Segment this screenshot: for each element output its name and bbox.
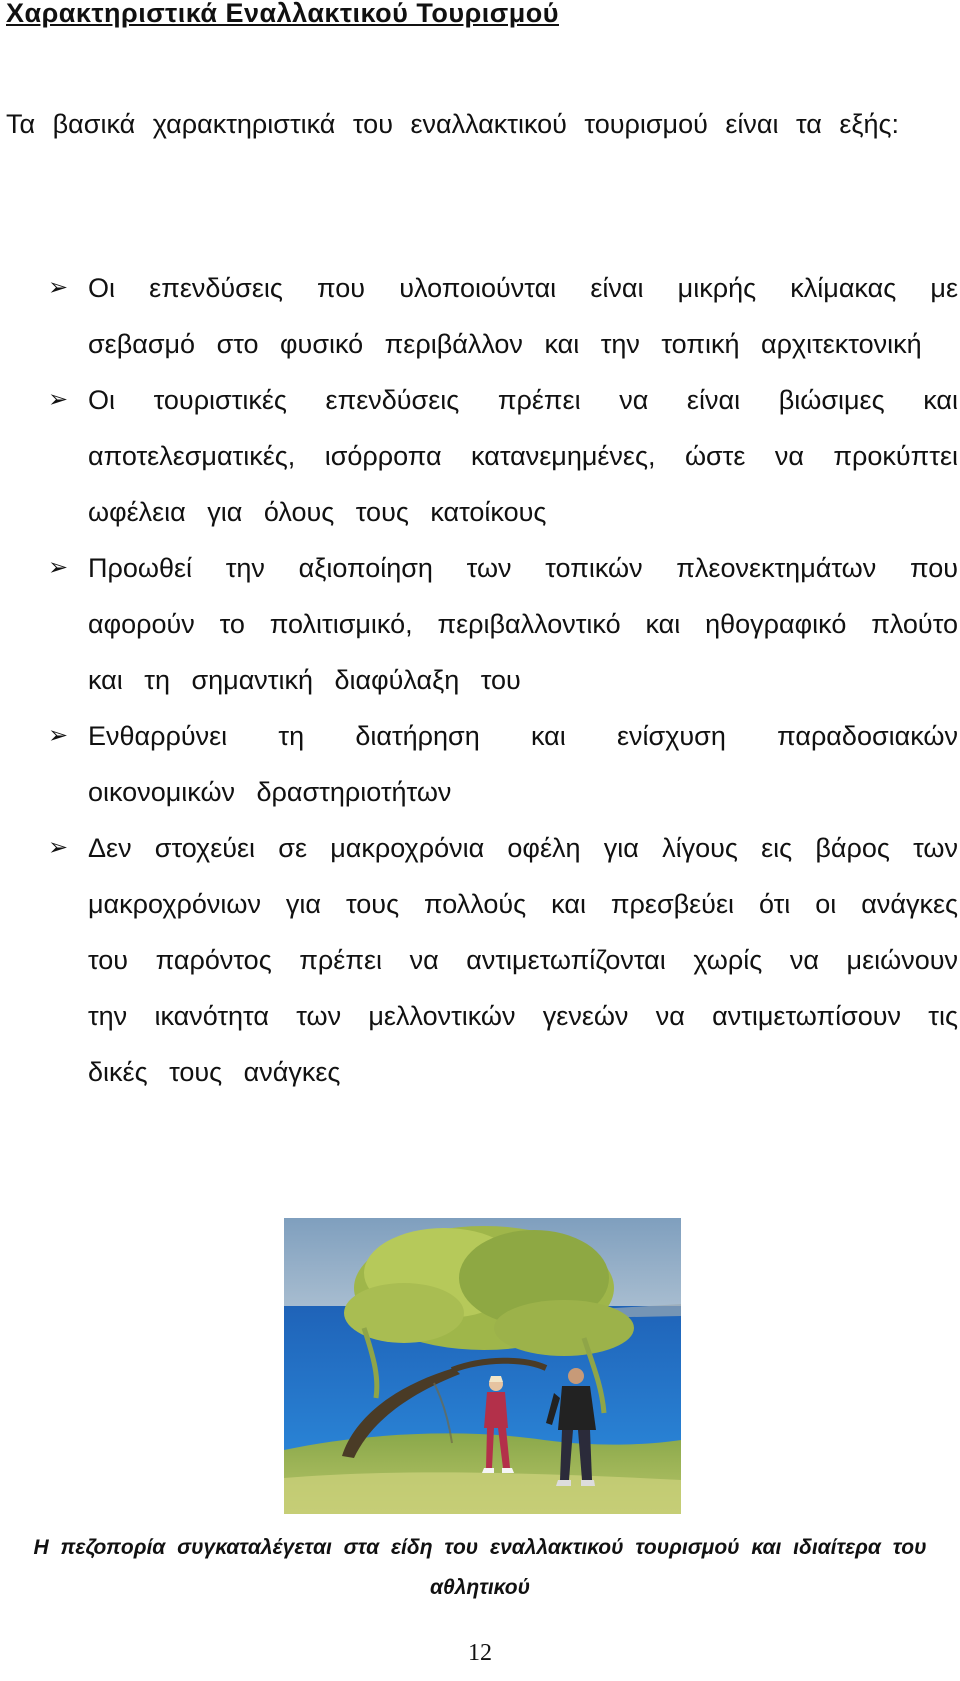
arrow-bullet-icon: ➢ [48, 554, 69, 581]
arrow-bullet-icon: ➢ [48, 834, 69, 861]
list-item [48, 540, 958, 708]
list-item-text: Δεν στοχεύει σε μακροχρόνια οφέλη για λίγους εις βάρος των μακροχρόνιων για τους πολλούς και πρεσβεύει ότι οι ανάγκες του παρόντος πρέπει να αντιμετωπίζονται χωρίς να μειώνουν την ικανότητα των μελλοντικών γενεών να αντιμετωπίσουν τις δικές τους ανάγκες [88, 833, 958, 1087]
hiking-photo [284, 1218, 681, 1514]
bullet-list [48, 260, 958, 1100]
list-item-text: Προωθεί την αξιοποίηση των τοπικών πλεονεκτημάτων που αφορούν το πολιτισμικό, περιβαλλοντικό και ηθογραφικό πλούτο και τη σημαντική διαφύλαξη του [88, 553, 958, 695]
list-item-text: Οι τουριστικές επενδύσεις πρέπει να είναι βιώσιμες και αποτελεσματικές, ισόρροπα κατανεμημένες, ώστε να προκύπτει ωφέλεια για όλους τους κατοίκους [88, 385, 958, 527]
page-number: 12 [468, 1640, 492, 1666]
arrow-bullet-icon: ➢ [48, 386, 69, 413]
photo-caption: Η πεζοπορία συγκαταλέγεται στα είδη του εναλλακτικού τουρισμού και ιδιαίτερα του αθλητικού [33, 1536, 927, 1599]
list-item [48, 260, 958, 372]
list-item [48, 820, 958, 1100]
list-item [48, 708, 958, 820]
intro-paragraph: Τα βασικά χαρακτηριστικά του εναλλακτικού τουρισμού είναι τα εξής: [6, 109, 900, 139]
page-title: Χαρακτηριστικά Εναλλακτικού Τουρισμού [6, 0, 559, 28]
arrow-bullet-icon: ➢ [48, 274, 69, 301]
list-item-text: Ενθαρρύνει τη διατήρηση και ενίσχυση παραδοσιακών οικονομικών δραστηριοτήτων [88, 721, 958, 807]
list-item [48, 372, 958, 540]
list-item-text: Οι επενδύσεις που υλοποιούνται είναι μικρής κλίμακας με σεβασμό στο φυσικό περιβάλλον και την τοπική αρχιτεκτονική [88, 273, 958, 359]
arrow-bullet-icon: ➢ [48, 722, 69, 749]
